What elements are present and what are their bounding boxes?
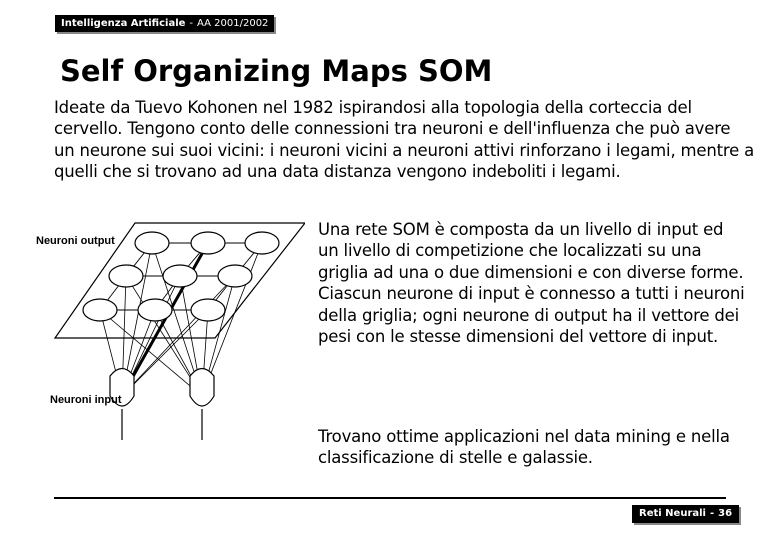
output-neuron <box>245 232 279 254</box>
input-neurons-label: Neuroni input <box>50 394 122 406</box>
structure-paragraph: Una rete SOM è composta da un livello di input ed un livello di competizione che localizzati su una griglia ad una o due dimensioni e con diverse forme. Ciascun neurone di input è connesso a tutti i neuroni della griglia; ogni neurone di output ha il vettore dei pesi con le stesse dimensioni del vettore di input. <box>318 220 745 347</box>
output-neurons-label: Neuroni output <box>36 235 115 247</box>
intro-paragraph: Ideate da Tuevo Kohonen nel 1982 ispirandosi alla topologia della corteccia del cervello. Tengono conto delle connessioni tra neuroni e dell'influenza che può avere un neurone sui suoi vicini: i neuroni vicini a neuroni attivi rinforzano i legami, mentre a quelli che si trovano ad una data distanza vengono indeboliti i legami. <box>54 98 755 182</box>
output-neuron <box>83 299 117 321</box>
output-neuron <box>191 232 225 254</box>
page-number: 36 <box>718 508 733 519</box>
output-neuron <box>109 265 143 287</box>
footer-page-tag <box>632 505 739 523</box>
academic-year: AA 2001/2002 <box>197 18 269 29</box>
footer-divider <box>54 497 726 499</box>
input-stems <box>122 409 202 440</box>
applications-paragraph: Trovano ottime applicazioni nel data mining e nella classificazione di stelle e galassie. <box>318 427 730 468</box>
input-neurons <box>110 369 214 407</box>
output-neuron <box>163 265 197 287</box>
course-header-tag <box>55 15 274 32</box>
slide-title: Self Organizing Maps SOM <box>60 54 493 88</box>
output-neuron <box>135 232 169 254</box>
output-neuron <box>138 299 172 321</box>
header-separator: - <box>189 18 194 29</box>
output-neuron <box>218 265 252 287</box>
course-name: Intelligenza Artificiale <box>61 18 186 29</box>
section-name: Reti Neurali <box>639 508 706 519</box>
output-neuron <box>191 299 225 321</box>
som-network-diagram <box>30 218 305 448</box>
input-neuron <box>190 369 214 407</box>
footer-separator: - <box>709 508 715 519</box>
som-diagram-svg <box>30 218 305 448</box>
